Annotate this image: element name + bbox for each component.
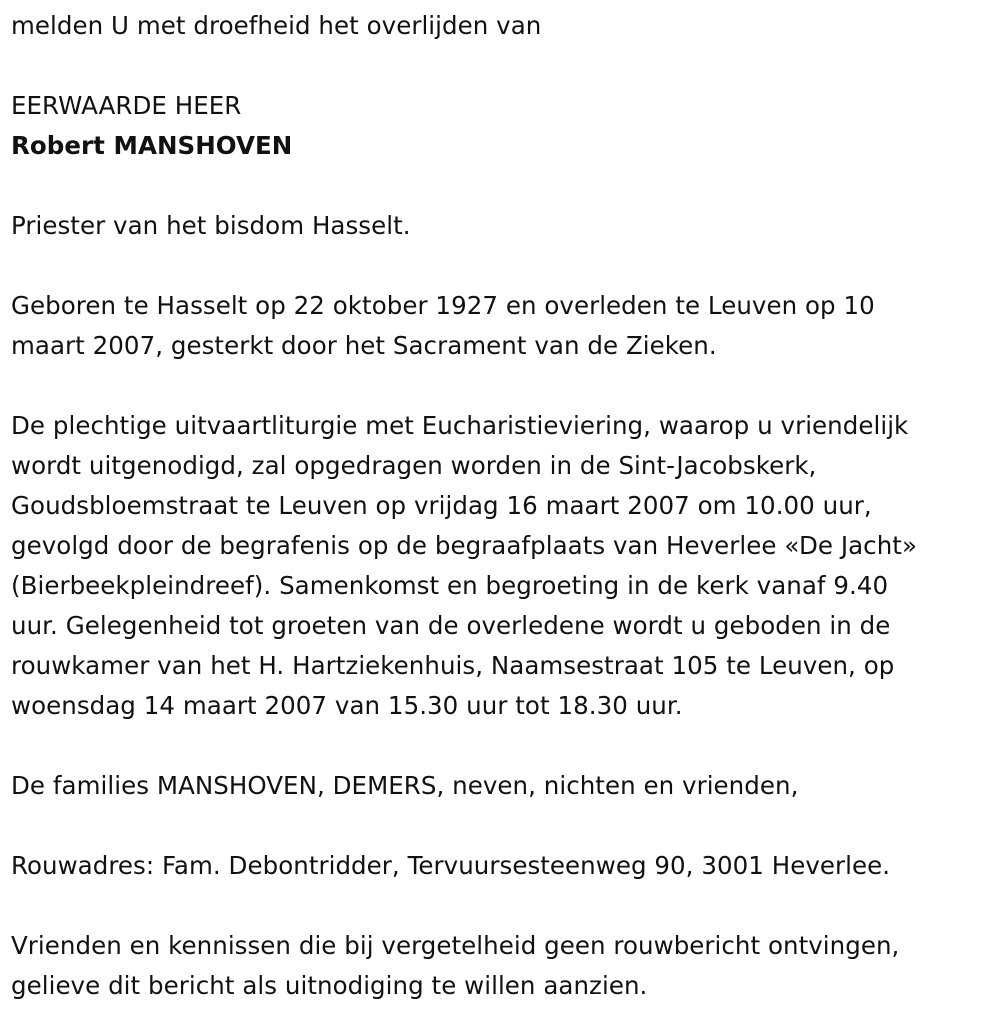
- obituary-notice: [11, 6, 996, 1006]
- role-text: Priester van het bisdom Hasselt.: [11, 211, 411, 240]
- spacer: [11, 366, 996, 406]
- paragraph-line: gevolgd door de begrafenis op de begraafplaats van Heverlee «De Jacht»: [11, 531, 917, 560]
- families-text: De families MANSHOVEN, DEMERS, neven, nichten en vrienden,: [11, 771, 799, 800]
- paragraph-line: wordt uitgenodigd, zal opgedragen worden in de Sint-Jacobskerk,: [11, 451, 817, 480]
- paragraph-line: (Bierbeekpleindreef). Samenkomst en begroeting in de kerk vanaf 9.40: [11, 571, 889, 600]
- spacer: [11, 886, 996, 926]
- honorific-title: EERWAARDE HEER: [11, 91, 242, 120]
- paragraph-line: woensdag 14 maart 2007 van 15.30 uur tot 18.30 uur.: [11, 691, 683, 720]
- paragraph-line: Vrienden en kennissen die bij vergetelheid geen rouwbericht ontvingen,: [11, 931, 900, 960]
- spacer: [11, 246, 996, 286]
- funeral-paragraph: [11, 406, 996, 726]
- paragraph-line: rouwkamer van het H. Hartziekenhuis, Naamsestraat 105 te Leuven, op: [11, 651, 895, 680]
- spacer: [11, 46, 996, 86]
- intro-text: melden U met droefheid het overlijden van: [11, 11, 542, 40]
- birth-death-paragraph: [11, 286, 996, 366]
- paragraph-line: Goudsbloemstraat te Leuven op vrijdag 16 maart 2007 om 10.00 uur,: [11, 491, 872, 520]
- spacer: [11, 726, 996, 766]
- closing-paragraph: [11, 926, 996, 1006]
- mourning-address: Rouwadres: Fam. Debontridder, Tervuursesteenweg 90, 3001 Heverlee.: [11, 851, 891, 880]
- paragraph-line: gelieve dit bericht als uitnodiging te willen aanzien.: [11, 971, 648, 1000]
- paragraph-line: Geboren te Hasselt op 22 oktober 1927 en overleden te Leuven op 10: [11, 291, 875, 320]
- paragraph-line: maart 2007, gesterkt door het Sacrament van de Zieken.: [11, 331, 717, 360]
- spacer: [11, 806, 996, 846]
- paragraph-line: uur. Gelegenheid tot groeten van de overledene wordt u geboden in de: [11, 611, 891, 640]
- paragraph-line: De plechtige uitvaartliturgie met Eucharistieviering, waarop u vriendelijk: [11, 411, 909, 440]
- deceased-name: Robert MANSHOVEN: [11, 131, 293, 160]
- spacer: [11, 166, 996, 206]
